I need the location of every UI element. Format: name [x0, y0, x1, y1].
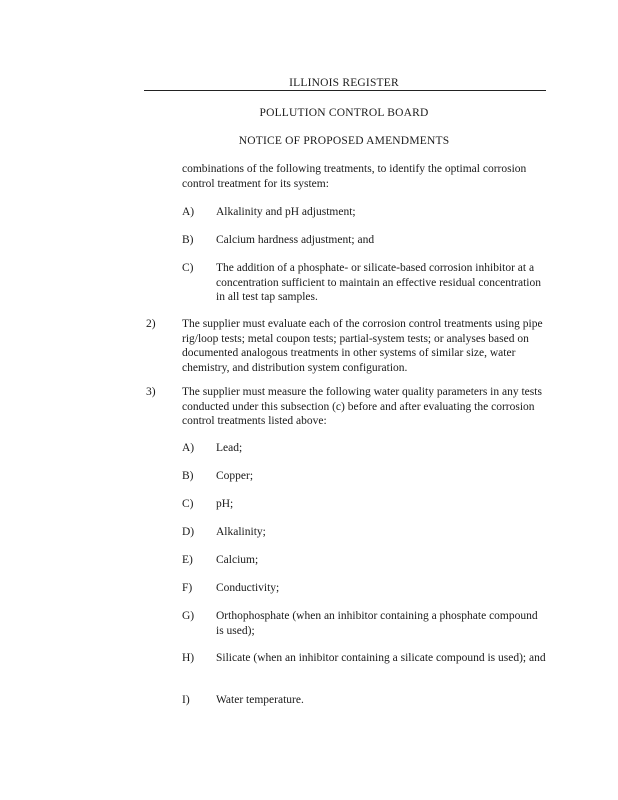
parameter-e-label: E)	[182, 554, 193, 566]
parameter-a-text: Lead;	[216, 442, 243, 454]
parameter-g-label: G)	[182, 610, 195, 622]
parameter-a-label: A)	[182, 442, 195, 454]
parameter-d-label: D)	[182, 526, 195, 538]
treatment-a-label: A)	[182, 206, 195, 218]
header-rule	[144, 90, 546, 91]
paragraph-2-label: 2)	[146, 318, 156, 330]
parameter-i-label: I)	[182, 694, 190, 706]
parameter-c-label: C)	[182, 498, 194, 510]
parameter-f-text: Conductivity;	[216, 582, 280, 594]
treatment-b-text: Calcium hardness adjustment; and	[216, 234, 375, 246]
parameter-c-text: pH;	[216, 498, 234, 510]
paragraph-3-label: 3)	[146, 386, 156, 398]
treatment-c-label: C)	[182, 262, 194, 274]
register-title: ILLINOIS REGISTER	[289, 77, 399, 89]
parameter-b-label: B)	[182, 470, 194, 482]
notice-title: NOTICE OF PROPOSED AMENDMENTS	[238, 135, 450, 147]
parameter-i-text: Water temperature.	[216, 694, 304, 706]
parameter-g-text: Orthophosphate (when an inhibitor containing a phosphate compound is used);	[216, 610, 538, 637]
treatment-a-text: Alkalinity and pH adjustment;	[216, 206, 356, 218]
parameter-b-text: Copper;	[216, 470, 254, 482]
intro-paragraph: combinations of the following treatments, to identify the optimal corrosion control treatment for its system:	[182, 163, 527, 190]
parameter-h-text: Silicate (when an inhibitor containing a silicate compound is used); and	[216, 652, 546, 664]
parameter-d-text: Alkalinity;	[216, 526, 266, 538]
paragraph-2-text: The supplier must evaluate each of the corrosion control treatments using pipe rig/loop tests; metal coupon tests; partial-system tests; or analyses based on documented analogous treatments in other systems of similar size, water chemistry, and distribution system configuration.	[182, 318, 543, 374]
paragraph-3-text: The supplier must measure the following water quality parameters in any tests conducted under this subsection (c) before and after evaluating the corrosion control treatments listed above:	[182, 386, 542, 428]
parameter-e-text: Calcium;	[216, 554, 259, 566]
parameter-f-label: F)	[182, 582, 193, 594]
treatment-c-text: The addition of a phosphate- or silicate-based corrosion inhibitor at a concentration sufficient to maintain an effective residual concentration in all test tap samples.	[216, 262, 541, 304]
treatment-b-label: B)	[182, 234, 194, 246]
board-name: POLLUTION CONTROL BOARD	[259, 107, 429, 119]
parameter-h-label: H)	[182, 652, 195, 664]
